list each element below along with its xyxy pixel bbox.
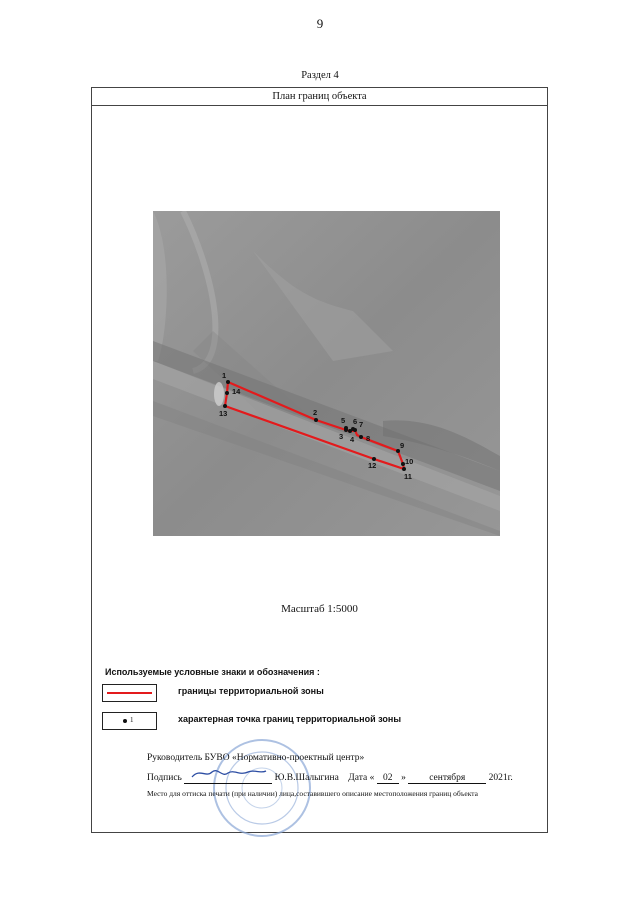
boundary-point-11: [402, 467, 406, 471]
legend-point-symbol: [102, 712, 157, 730]
page-number: 9: [316, 16, 324, 31]
boundary-point-label: 11: [404, 472, 412, 481]
plan-title: План границ объекта: [92, 88, 547, 106]
signature-field: [184, 766, 272, 784]
boundary-point-label: 7: [359, 420, 364, 429]
boundary-point-label: 6: [353, 417, 358, 426]
date-label: Дата «: [348, 773, 375, 783]
boundary-point-2: [314, 418, 318, 422]
date-day: 02: [377, 773, 399, 784]
boundary-point-label: 9: [400, 441, 405, 450]
signature-label: Подпись: [147, 773, 182, 783]
legend-title: Используемые условные знаки и обозначения :: [105, 667, 320, 677]
boundary-point-14: [225, 391, 229, 395]
boundary-point-label: 4: [350, 435, 355, 444]
boundary-point-label: 8: [366, 434, 371, 443]
plan-frame: [91, 87, 548, 833]
section-label: Раздел 4: [301, 70, 339, 81]
boundary-point-label: 1: [222, 371, 227, 380]
boundary-point-label: 2: [313, 408, 318, 417]
date-month: сентября: [408, 773, 486, 784]
legend-item-label: характерная точка границ территориальной зоны: [178, 714, 402, 724]
boundary-point-label: 3: [339, 432, 344, 441]
signature-line: Подпись Ю.В.Шалыгина Дата « 02 » сентября 2021г.: [147, 766, 513, 784]
aerial-map: [153, 211, 500, 536]
boundary-point-label: 13: [219, 409, 228, 418]
boundary-point-label: 12: [368, 461, 377, 470]
boundary-point-label: 5: [341, 416, 346, 425]
date-year: 2021г.: [488, 773, 513, 783]
boundary-point-8: [359, 435, 363, 439]
signer-name: Ю.В.Шалыгина: [274, 773, 339, 783]
boundary-point-1: [226, 380, 230, 384]
signature-head: Руководитель БУВО «Нормативно-проектный центр»: [147, 753, 365, 763]
boundary-point-13: [223, 404, 227, 408]
stamp-note: Место для оттиска печати (при наличии) лица,составившего описание местоположения границ объекта: [147, 789, 478, 798]
point-dot-icon: [123, 719, 127, 723]
handwritten-signature-icon: [188, 766, 268, 780]
boundary-point-7: [353, 428, 357, 432]
legend-item-label: границы территориальной зоны: [178, 686, 324, 696]
boundary-point-label: 14: [232, 387, 241, 396]
map-bright-spot: [214, 382, 224, 406]
legend-point-number: 1: [130, 716, 134, 724]
boundary-point-5: [344, 426, 348, 430]
map-scale: Масштаб 1:5000: [281, 603, 358, 615]
legend-line-symbol: [102, 684, 157, 702]
boundary-point-label: 10: [405, 457, 414, 466]
